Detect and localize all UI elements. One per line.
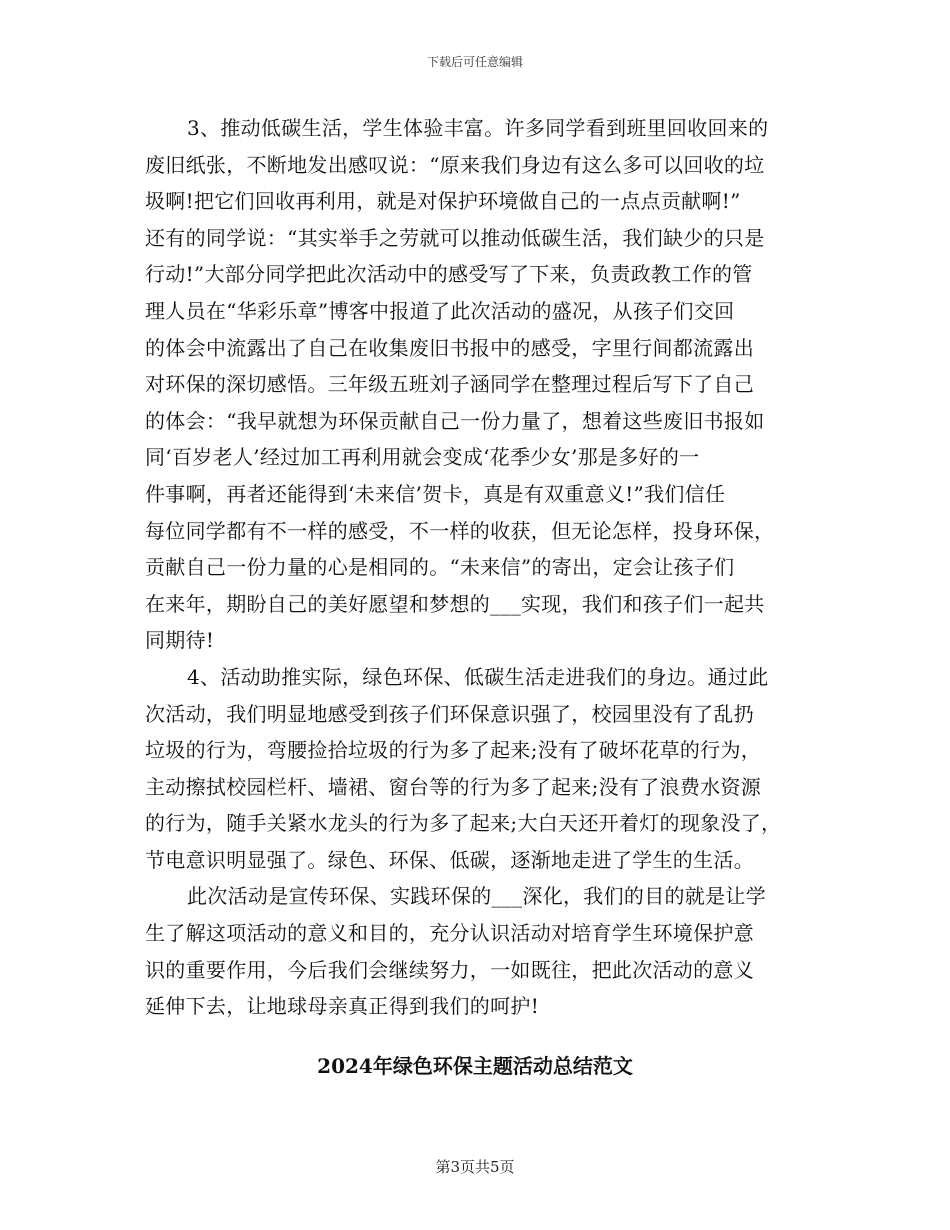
section-title: 2024年绿色环保主题活动总结范文 [317, 1054, 633, 1078]
paragraph-line: 此次活动是宣传环保、实践环保的___深化，我们的目的就是让学 [187, 884, 766, 909]
paragraph-line: 的体会：“我早就想为环保贡献自己一份力量了，想着这些废旧书报如 [145, 408, 765, 433]
paragraph-line: 主动擦拭校园栏杆、墙裙、窗台等的行为多了起来;没有了浪费水资源 [145, 774, 762, 799]
paragraph-line: 同期待! [145, 628, 215, 653]
page-header: 下载后可任意编辑 [426, 55, 523, 69]
paragraph-line: 理人员在“华彩乐章”博客中报道了此次活动的盛况，从孩子们交回 [145, 298, 735, 323]
paragraph-line: 识的重要作用，今后我们会继续努力，一如既往，把此次活动的意义 [145, 957, 754, 982]
paragraph-line: 还有的同学说：“其实举手之劳就可以推动低碳生活，我们缺少的只是 [145, 225, 765, 250]
paragraph-line: 3、推动低碳生活，学生体验丰富。许多同学看到班里回收回来的 [187, 116, 769, 140]
paragraph-line: 贡献自己一份力量的心是相同的。“未来信”的寄出，定会让孩子们 [145, 555, 735, 580]
paragraph-line: 延伸下去，让地球母亲真正得到我们的呵护! [145, 994, 540, 1019]
paragraph-line: 在来年，期盼自己的美好愿望和梦想的___实现，我们和孩子们一起共 [145, 591, 765, 616]
paragraph-line: 垃圾的行为，弯腰捡拾垃圾的行为多了起来;没有了破坏花草的行为， [145, 738, 762, 763]
paragraph-line: 废旧纸张，不断地发出感叹说：“原来我们身边有这么多可以回收的垃 [145, 152, 765, 177]
paragraph-line: 节电意识明显强了。绿色、环保、低碳，逐渐地走进了学生的生活。 [145, 847, 754, 872]
paragraph-line: 的行为，随手关紧水龙头的行为多了起来;大白天还开着灯的现象没了， [145, 811, 782, 836]
document-body [145, 110, 810, 1025]
paragraph-line: 对环保的深切感悟。三年级五班刘子涵同学在整理过程后写下了自己 [145, 372, 754, 397]
paragraph-line: 行动!”大部分同学把此次活动中的感受写了下来，负责政教工作的管 [145, 262, 753, 287]
paragraph-line: 的体会中流露出了自己在收集废旧书报中的感受，字里行间都流露出 [145, 335, 754, 360]
paragraph-line: 4、活动助推实际，绿色环保、低碳生活走进我们的身边。通过此 [187, 664, 769, 689]
paragraph-line: 次活动，我们明显地感受到孩子们环保意识强了，校园里没有了乱扔 [145, 701, 754, 726]
paragraph-line: 件事啊，再者还能得到‘未来信’贺卡，真是有双重意义!”我们信任 [145, 481, 726, 506]
paragraph-line: 同‘百岁老人’经过加工再利用就会变成‘花季少女’那是多好的一 [145, 445, 700, 470]
page-number: 第3页共5页 [435, 1158, 515, 1176]
paragraph-line: 生了解这项活动的意义和目的，充分认识活动对培育学生环境保护意 [145, 921, 754, 946]
paragraph-line: 圾啊!把它们回收再利用，就是对保护环境做自己的一点点贡献啊!” [145, 189, 741, 214]
paragraph-line: 每位同学都有不一样的感受，不一样的收获，但无论怎样，投身环保， [145, 518, 775, 543]
